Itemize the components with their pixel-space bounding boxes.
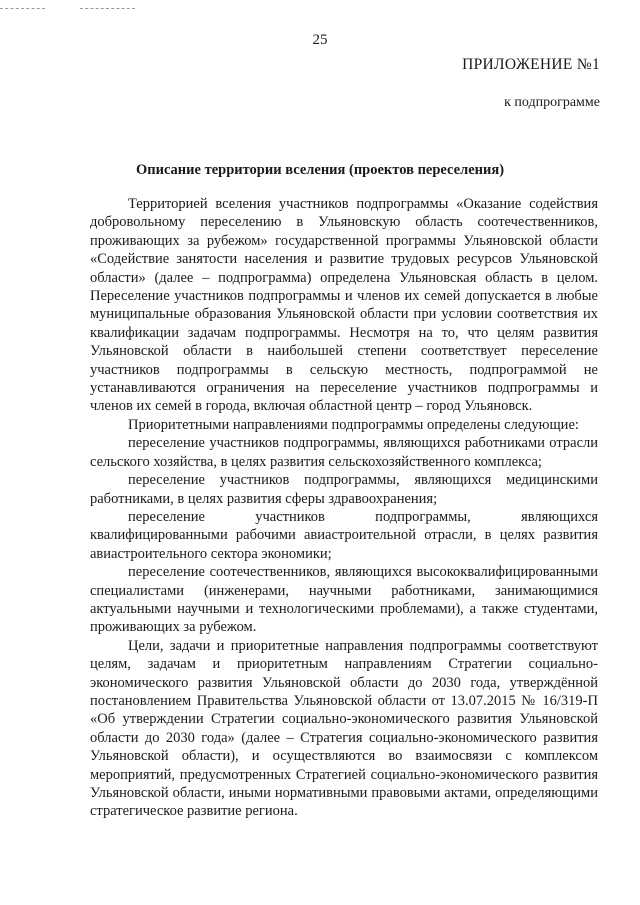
paragraph-priority-agriculture: переселение участников подпрограммы, являющихся работниками отрасли сельского хозяйства, в целях развития сельскохозяйственного комплекса; — [90, 435, 598, 470]
page-number: 25 — [312, 32, 328, 48]
scan-artifact-right — [80, 8, 135, 9]
appendix-label: ПРИЛОЖЕНИЕ №1 — [462, 56, 600, 73]
paragraph-priority-healthcare: переселение участников подпрограммы, являющихся медицинскими работниками, в целях развития сферы здравоохранения; — [90, 472, 598, 507]
paragraph-priority-aviation: переселение участников подпрограммы, являющихся квалифицированными рабочими авиастроительной отрасли, в целях развития авиастроительного сектора экономики; — [90, 508, 598, 562]
paragraph-strategy: Цели, задачи и приоритетные направления подпрограммы соответствуют целям, задачам и приоритетным направлениям Стратегии социально-экономического развития Ульяновской области до 2030 года, утверждённой постановлением Правительства Ульяновской области от 13.07.2015 № 16/319-П «Об утверждении Стратегии социально-экономического развития Ульяновской области до 2030 года» (далее – Стратегия социально-экономического развития Ульяновской области), и осуществляются во взаимосвязи с комплексом мероприятий, предусмотренных Стратегией социально-экономического развития Ульяновской области, иными нормативными правовыми актами, определяющими стратегическое развитие региона. — [90, 637, 598, 820]
document-body — [90, 195, 598, 821]
paragraph-territory: Территорией вселения участников подпрограммы «Оказание содействия добровольному переселению в Ульяновскую область соотечественников, проживающих за рубежом» государственной программы Ульяновской области «Содействие занятости населения и развитие трудовых ресурсов Ульяновской области» (далее – подпрограмма) определена Ульяновская область в целом. Переселение участников подпрограммы и членов их семей допускается в любые муниципальные образования Ульяновской области при условии соответствия их квалификации задачам подпрограммы. Несмотря на то, что целям развития Ульяновской области в наибольшей степени соответствует переселение участников подпрограммы в сельскую местность, подпрограммой не устанавливаются ограничения на переселение участников подпрограммы и членов их семей в города, включая областной центр – город Ульяновск. — [90, 196, 598, 415]
paragraph-priorities-intro: Приоритетными направлениями подпрограммы определены следующие: — [128, 416, 579, 433]
appendix-subtitle: к подпрограмме — [504, 95, 600, 110]
document-title: Описание территории вселения (проектов переселения) — [135, 162, 505, 178]
scan-artifact-left — [0, 8, 45, 9]
paragraph-priority-specialists: переселение соотечественников, являющихся высококвалифицированными специалистами (инженерами, научными работниками, занимающимися актуальными научными и технологическими проблемами), а также студентами, проживающих за рубежом. — [90, 564, 598, 636]
